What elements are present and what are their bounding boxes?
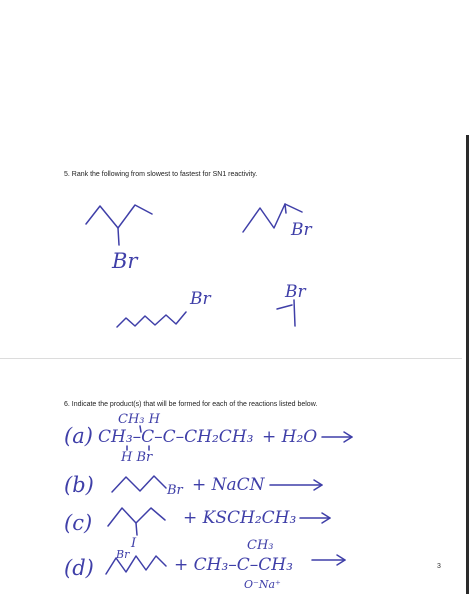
q5-structure-d [277, 282, 306, 326]
q6b-label: (b) [64, 473, 94, 497]
q6-reaction-a [64, 412, 352, 465]
q6c-reagent: + KSCH₂CH₃ [183, 508, 297, 528]
q6a-top-subs: CH₃ H [118, 412, 160, 427]
q6b-halide: Br [167, 483, 183, 498]
q6-reaction-b [64, 473, 322, 498]
q5-structure-c [117, 289, 211, 327]
q6c-label: (c) [64, 511, 93, 535]
q6a-reagent: + H₂O [262, 427, 318, 447]
q5-label-b: Br [291, 220, 312, 240]
q6d-label: (d) [64, 556, 94, 580]
q5-structure-a [86, 205, 152, 273]
page-number: 3 [437, 563, 441, 570]
question-5: 5. Rank the following from slowest to fastest for SN1 reactivity. [64, 171, 258, 178]
q6a-chain: CH₃–C–C–CH₂CH₃ [98, 427, 254, 447]
q6d-top-sub: CH₃ [247, 538, 274, 553]
q6d-bottom-sub: O⁻Na⁺ [244, 578, 281, 591]
q5-structure-b [243, 204, 312, 240]
q6c-halide: I [131, 536, 137, 551]
q6d-halide: Br [116, 548, 130, 561]
q6d-reagent: + CH₃–C–CH₃ [174, 555, 293, 575]
q6a-bottom-subs: H Br [121, 450, 153, 465]
q5-label-a: Br [112, 249, 138, 273]
q5-label-d: Br [285, 282, 306, 302]
q6b-reagent: + NaCN [192, 475, 265, 495]
q6-reaction-c [64, 508, 330, 551]
q5-label-c: Br [190, 289, 211, 309]
question-6: 6. Indicate the product(s) that will be formed for each of the reactions listed below. [64, 401, 318, 408]
q6-reaction-d [64, 538, 345, 591]
q6a-label: (a) [64, 424, 93, 448]
